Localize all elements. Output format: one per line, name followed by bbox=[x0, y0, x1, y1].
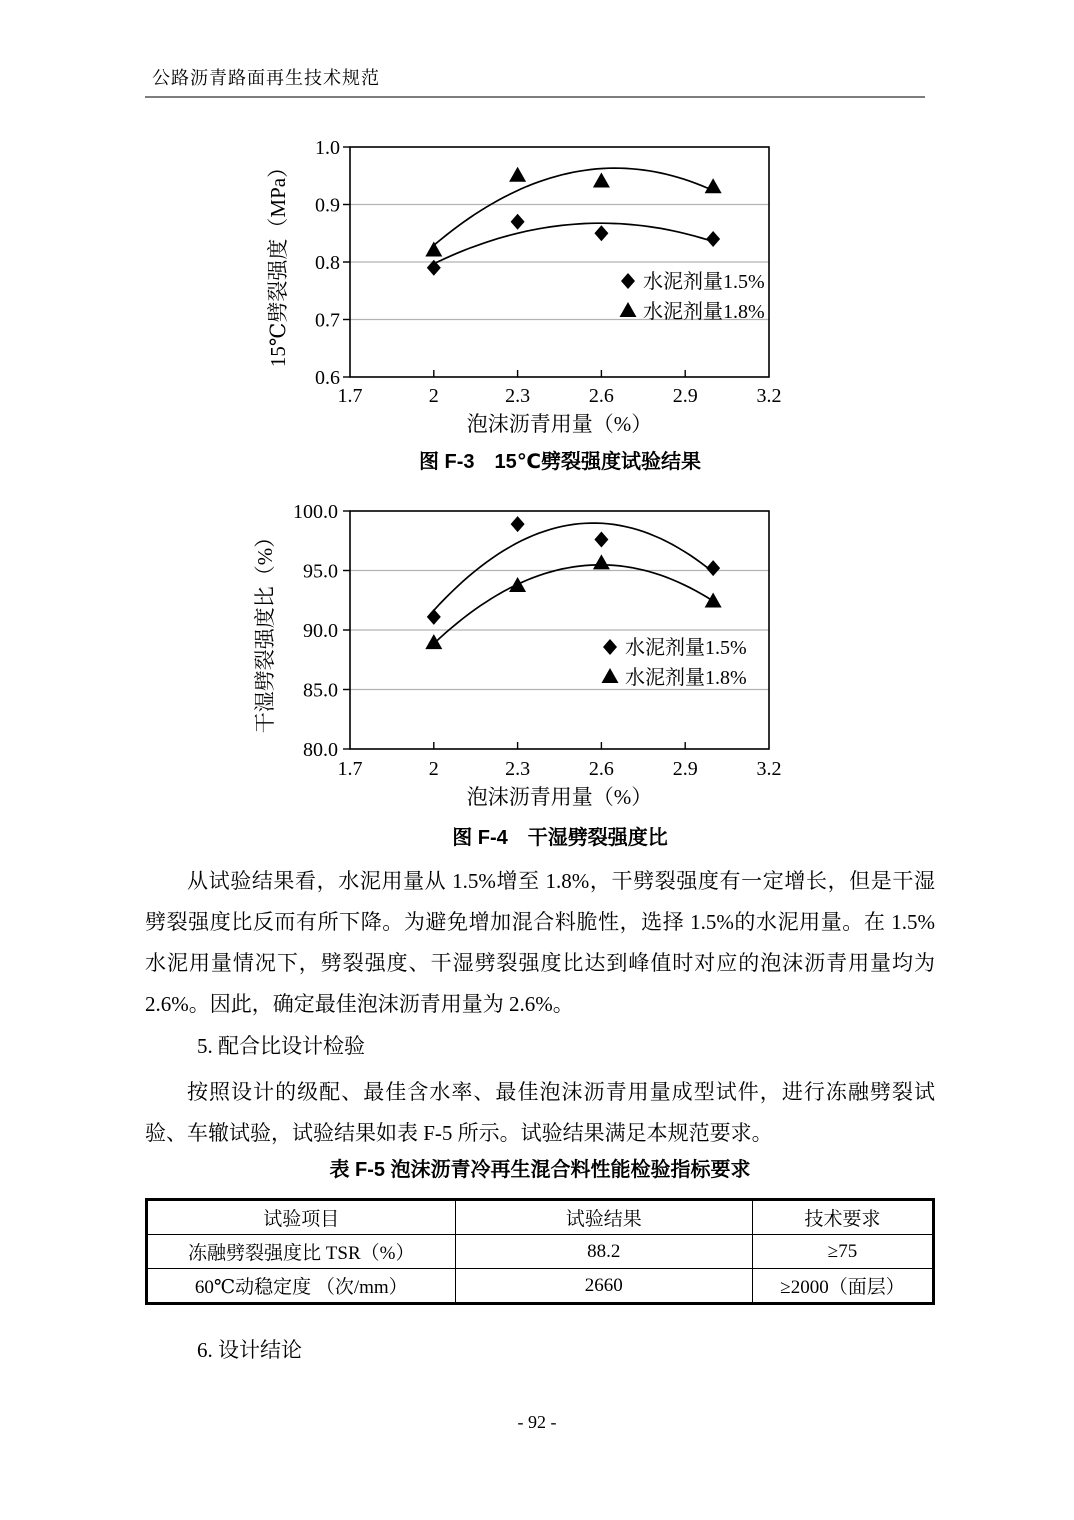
triangle-marker bbox=[705, 592, 722, 607]
y-tick-label: 85.0 bbox=[303, 679, 338, 702]
section-heading-5: 5. 配合比设计检验 bbox=[197, 1034, 365, 1058]
triangle-marker bbox=[425, 634, 442, 649]
x-axis-title: 泡沫沥青用量（%） bbox=[466, 785, 653, 809]
running-header-title: 公路沥青路面再生技术规范 bbox=[152, 68, 380, 88]
triangle-marker bbox=[593, 173, 610, 188]
legend-label: 水泥剂量1.5% bbox=[643, 271, 765, 293]
diamond-marker bbox=[427, 609, 441, 625]
y-axis-title: 15℃劈裂强度（MPa） bbox=[266, 156, 290, 368]
trend-curve bbox=[434, 223, 713, 264]
table-cell: ≥75 bbox=[752, 1235, 933, 1269]
diamond-marker bbox=[706, 560, 720, 576]
x-tick-label: 2.9 bbox=[672, 758, 698, 780]
y-axis-title: 干湿劈裂强度比（%） bbox=[253, 526, 277, 734]
diamond-marker bbox=[621, 273, 635, 289]
table-cell: ≥2000（面层） bbox=[752, 1269, 933, 1304]
y-tick-label: 90.0 bbox=[303, 620, 338, 642]
figure-f3-caption: 图 F-3 15℃劈裂强度试验结果 bbox=[418, 451, 702, 473]
x-tick-label: 2.3 bbox=[505, 385, 531, 407]
triangle-marker bbox=[509, 167, 526, 182]
y-tick-label: 0.9 bbox=[315, 194, 340, 217]
table-f5 bbox=[145, 1198, 935, 1305]
y-tick-label: 1.0 bbox=[315, 137, 340, 159]
section-heading-6: 6. 设计结论 bbox=[197, 1338, 302, 1362]
legend-label: 水泥剂量1.8% bbox=[625, 667, 747, 689]
chart-15c-splitting-strength bbox=[145, 130, 845, 444]
table-row bbox=[147, 1235, 934, 1269]
y-tick-label: 80.0 bbox=[303, 739, 338, 761]
x-axis-title: 泡沫沥青用量（%） bbox=[466, 412, 653, 436]
x-tick-label: 2.3 bbox=[505, 758, 531, 780]
y-tick-label: 100.0 bbox=[293, 501, 338, 523]
triangle-marker bbox=[620, 302, 637, 317]
legend-label: 水泥剂量1.5% bbox=[625, 637, 747, 659]
diamond-marker bbox=[511, 516, 525, 532]
x-tick-label: 3.2 bbox=[756, 385, 782, 407]
table-cell: 2660 bbox=[455, 1269, 752, 1304]
triangle-marker bbox=[593, 554, 610, 569]
table-cell: 60℃动稳定度 （次/mm） bbox=[147, 1269, 456, 1304]
triangle-marker bbox=[509, 577, 526, 592]
y-tick-label: 0.6 bbox=[315, 367, 340, 389]
paragraph-verification: 按照设计的级配、最佳含水率、最佳泡沫沥青用量成型试件，进行冻融劈裂试验、车辙试验，试验结果如表 F-5 所示。试验结果满足本规范要求。 bbox=[145, 1080, 935, 1145]
table-f5-caption: 表 F-5 泡沫沥青冷再生混合料性能检验指标要求 bbox=[329, 1159, 751, 1181]
diamond-marker bbox=[706, 231, 720, 247]
x-tick-label: 3.2 bbox=[756, 758, 782, 780]
table-header-cell: 试验项目 bbox=[147, 1200, 456, 1235]
y-tick-label: 0.8 bbox=[315, 252, 340, 274]
table-cell: 冻融劈裂强度比 TSR（%） bbox=[147, 1235, 456, 1269]
triangle-marker bbox=[602, 668, 619, 683]
trend-curve bbox=[434, 565, 713, 644]
trend-curve bbox=[434, 168, 713, 245]
x-tick-label: 2 bbox=[428, 758, 439, 780]
table-cell: 88.2 bbox=[455, 1235, 752, 1269]
x-tick-label: 2.6 bbox=[588, 758, 614, 780]
y-tick-label: 0.7 bbox=[315, 309, 340, 332]
triangle-marker bbox=[705, 178, 722, 193]
x-tick-label: 1.7 bbox=[337, 758, 363, 780]
table-header-cell: 技术要求 bbox=[752, 1200, 933, 1235]
page-number: - 92 - bbox=[517, 1412, 557, 1432]
table-row bbox=[147, 1269, 934, 1304]
header-rule bbox=[145, 96, 925, 98]
paragraph-analysis: 从试验结果看，水泥用量从 1.5%增至 1.8%，干劈裂强度有一定增长，但是干湿劈裂强度比反而有所下降。为避免增加混合料脆性，选择 1.5%的水泥用量。在 1.5%水泥用量情况下，劈裂强度、干湿劈裂强度比达到峰值时对应的泡沫沥青用量均为 2.6%。因此，确定最佳泡沫沥青用量为 2.6%。 bbox=[145, 869, 935, 1016]
figure-f4-caption: 图 F-4 干湿劈裂强度比 bbox=[452, 827, 668, 849]
diamond-marker bbox=[594, 532, 608, 548]
y-tick-label: 95.0 bbox=[303, 560, 338, 583]
x-tick-label: 2.6 bbox=[588, 385, 614, 407]
diamond-marker bbox=[594, 225, 608, 241]
chart-dry-wet-splitting-ratio bbox=[145, 498, 845, 816]
x-tick-label: 1.7 bbox=[337, 385, 363, 407]
diamond-marker bbox=[511, 214, 525, 230]
table-header-row bbox=[147, 1200, 934, 1235]
x-tick-label: 2.9 bbox=[672, 385, 698, 407]
triangle-marker bbox=[425, 242, 442, 257]
diamond-marker bbox=[603, 639, 617, 655]
legend-label: 水泥剂量1.8% bbox=[643, 301, 765, 323]
x-tick-label: 2 bbox=[428, 385, 439, 407]
table-header-cell: 试验结果 bbox=[455, 1200, 752, 1235]
